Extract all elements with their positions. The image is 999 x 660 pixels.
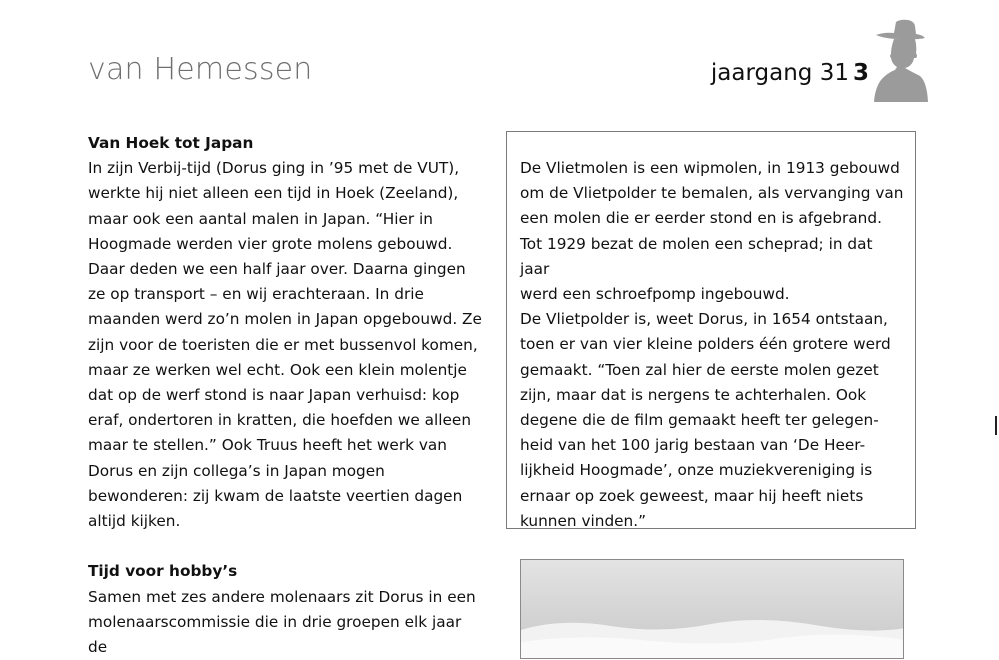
box-line: toen er van vier kleine polders één grotere werd [520, 335, 891, 354]
box-line: een molen die er eerder stond en is afgebrand. [520, 209, 882, 228]
box-line: heid van het 100 jarig bestaan van ‘De Heer- [520, 436, 866, 455]
box-line: gemaakt. “Toen zal hier de eerste molen gezet [520, 360, 879, 379]
box-line: lijkheid Hoogmade’, onze muziekvereniging is [520, 461, 873, 480]
photo-image [521, 560, 904, 659]
section-body-tijd-voor-hobbys: Samen met zes andere molenaars zit Dorus in een molenaarscommissie die in drie groepen elk jaar de [88, 587, 476, 657]
box-line: ernaar op zoek geweest, maar hij heeft niets [520, 486, 864, 505]
volume-label: jaargang 31 [710, 60, 849, 86]
box-line: Tot 1929 bezat de molen een scheprad; in dat jaar [520, 234, 873, 278]
box-line: De Vlietmolen is een wipmolen, in 1913 gebouwd [520, 159, 900, 177]
box-line: De Vlietpolder is, weet Dorus, in 1654 ontstaan, [520, 310, 888, 329]
text-cursor [995, 416, 997, 435]
photo-sky [520, 559, 904, 659]
box-line: werd een schroefpomp ingebouwd. [520, 285, 790, 304]
man-with-hat-silhouette-icon [870, 18, 930, 102]
info-box-text [520, 156, 905, 534]
box-line: degene die de film gemaakt heeft ter gelegen- [520, 411, 879, 430]
box-line: kunnen vinden.” [520, 511, 647, 530]
page-title: van Hemessen [88, 52, 313, 87]
box-line: zijn, maar dat is nergens te achterhalen. Ook [520, 385, 867, 404]
left-column [88, 131, 483, 660]
box-line: om de Vlietpolder te bemalen, als vervanging van [520, 184, 904, 203]
section-body-van-hoek-tot-japan: In zijn Verbij-tijd (Dorus ging in ’95 met de VUT), werkte hij niet alleen een tijd in Hoek (Zeeland), maar ook een aantal malen in Japan. “Hier in Hoogmade werden vier grote molens gebouwd. Daar deden we een half jaar over. Daarna gingen ze op transport – en wij erachteraan. In drie maanden werd zo’n molen in Japan opgebouwd. Ze zijn voor de toeristen die er met bussenvol komen, maar ze werken wel echt. Ook een klein molentje dat op de werf stond is naar Japan verhuisd: kop eraf, ondertoren in kratten, die hoefden we alleen maar te stellen.” Ook Truus heeft het werk van Dorus en zijn collega’s in Japan mogen bewonderen: zij kwam de laatste veertien dagen altijd kijken. [88, 159, 482, 531]
info-box-vlietmolen [506, 131, 916, 529]
page-number: 3 [852, 60, 869, 86]
volume-info [711, 60, 869, 86]
section-heading-van-hoek-tot-japan: Van Hoek tot Japan [88, 134, 254, 152]
section-heading-tijd-voor-hobbys: Tijd voor hobby’s [88, 562, 238, 581]
